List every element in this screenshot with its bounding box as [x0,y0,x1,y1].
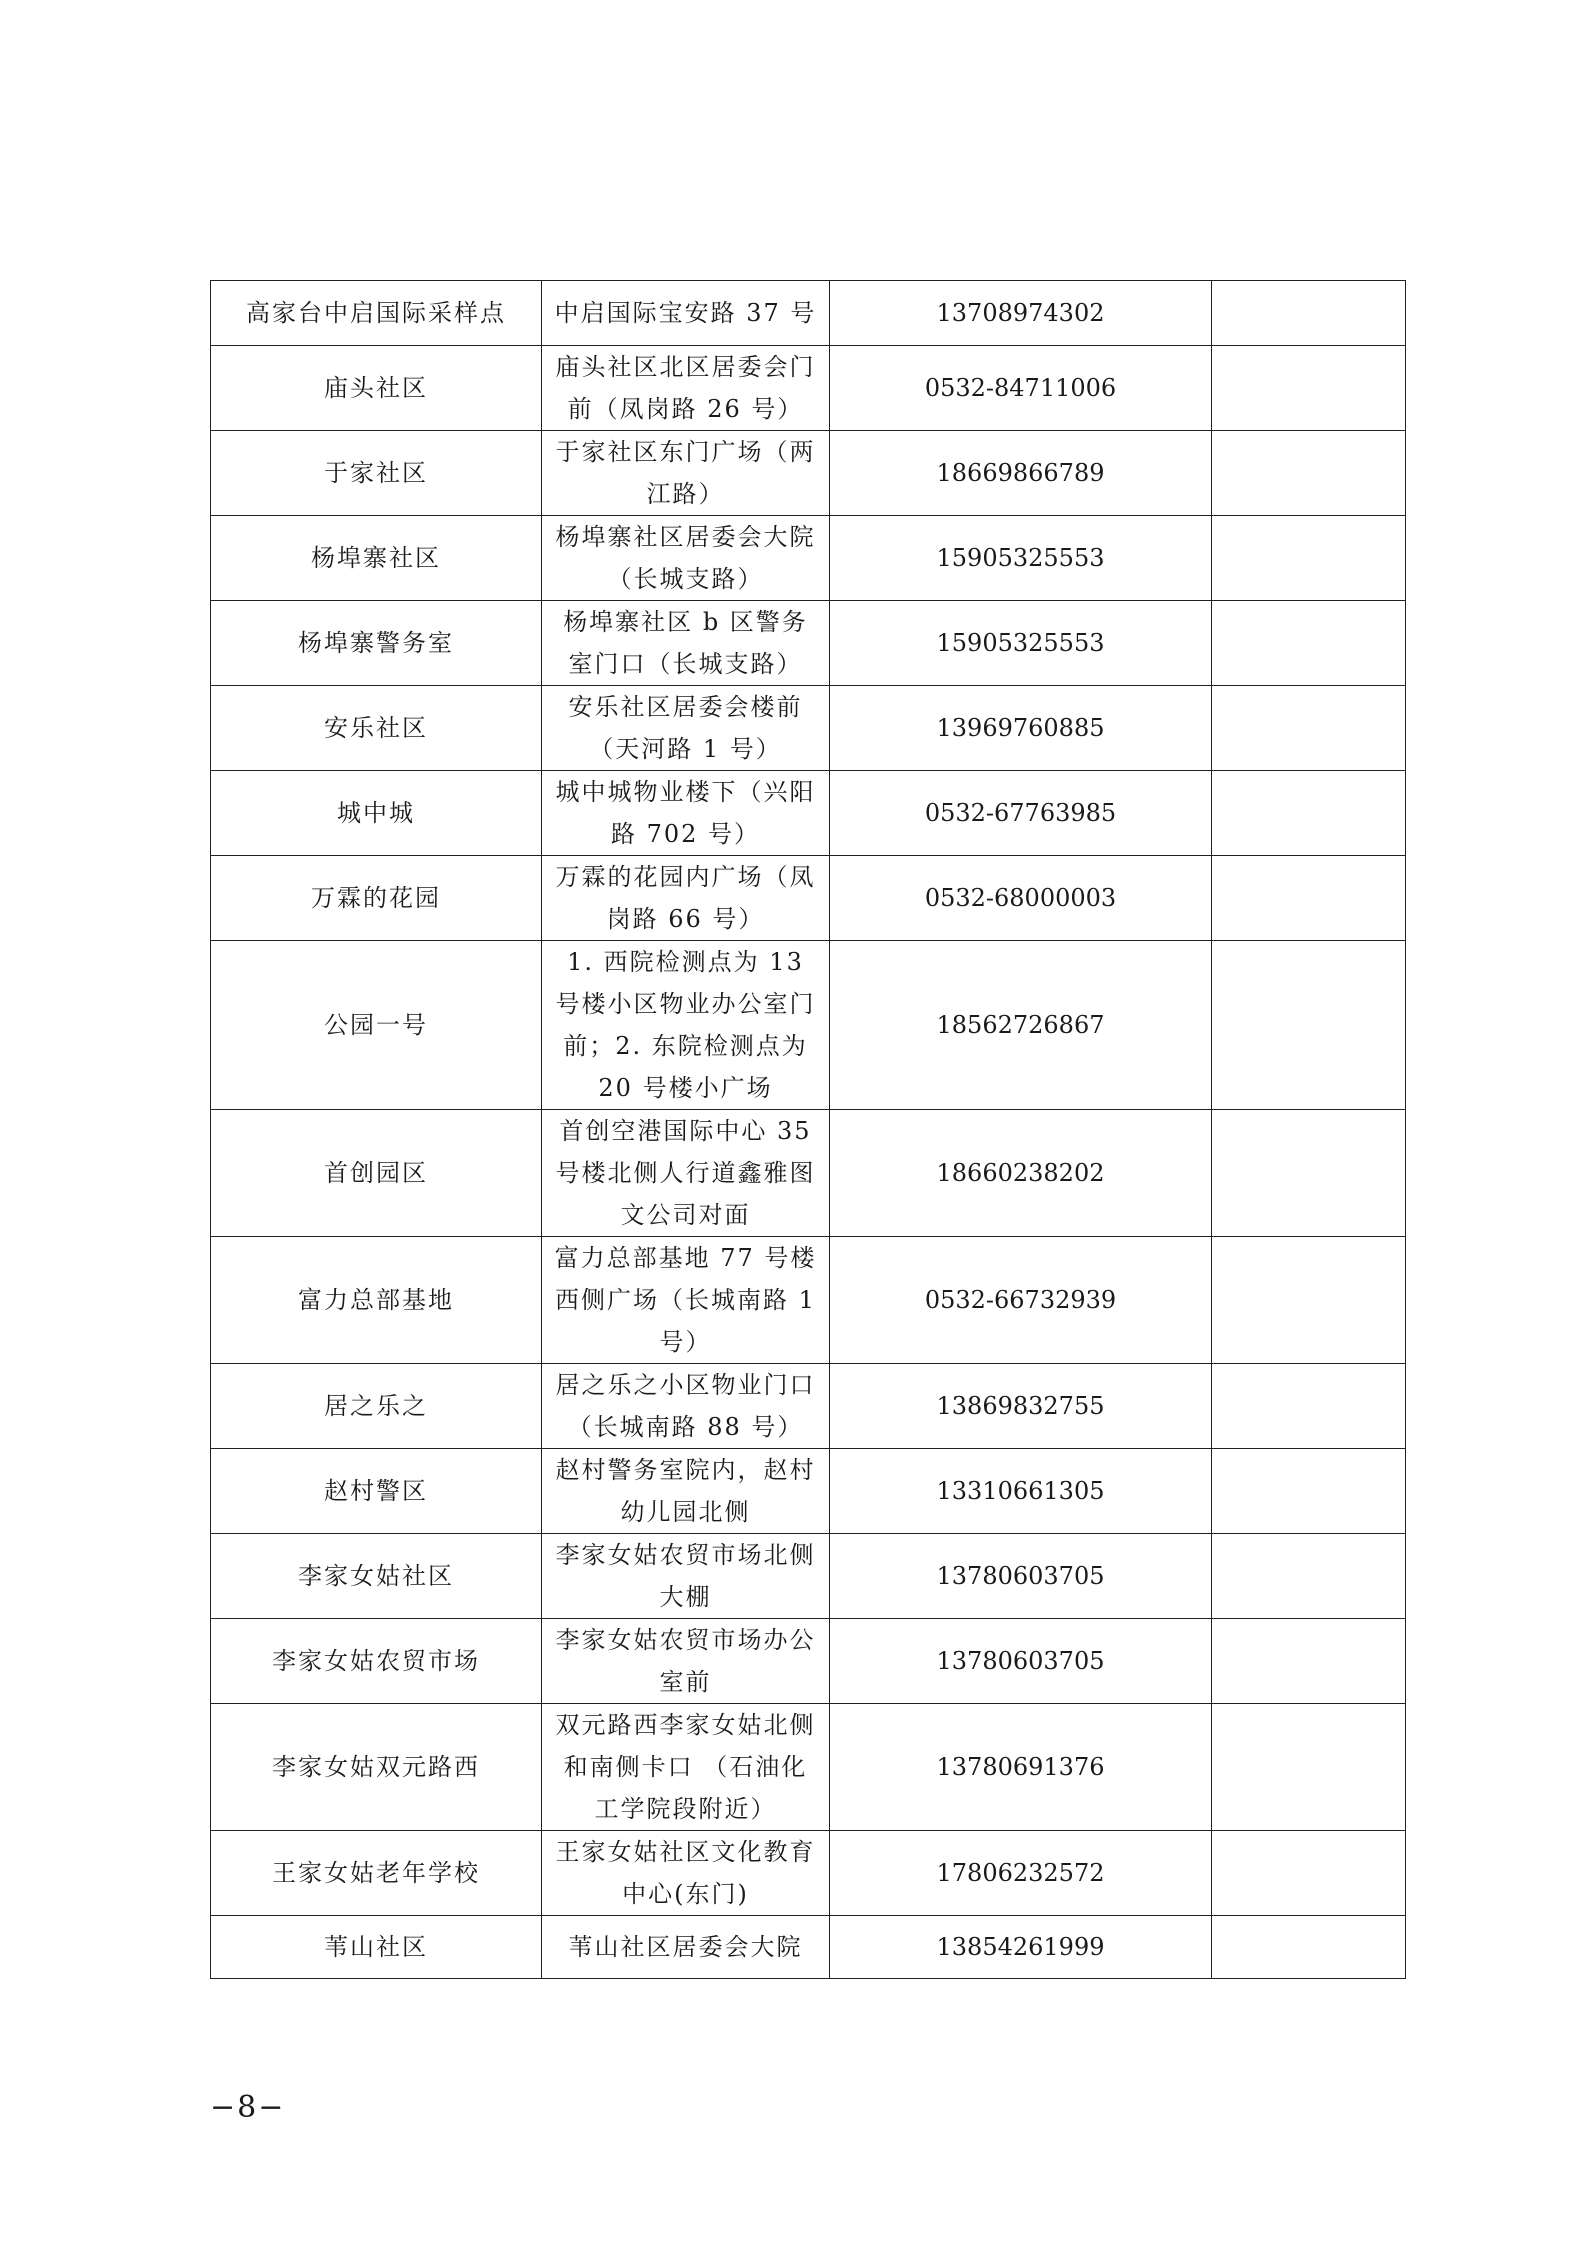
site-address-cell: 居之乐之小区物业门口（长城南路 88 号） [542,1364,830,1449]
site-phone-cell: 18669866789 [830,431,1212,516]
table-row [211,601,1406,686]
site-note-cell [1212,686,1406,771]
table-row [211,431,1406,516]
table-row [211,1916,1406,1979]
site-phone-cell: 18660238202 [830,1110,1212,1237]
site-phone-cell: 15905325553 [830,516,1212,601]
site-note-cell [1212,1449,1406,1534]
site-note-cell [1212,1619,1406,1704]
table-row [211,771,1406,856]
site-address-cell: 万霖的花园内广场（凤岗路 66 号） [542,856,830,941]
site-phone-cell: 13708974302 [830,281,1212,346]
site-address-cell: 首创空港国际中心 35 号楼北侧人行道鑫雅图文公司对面 [542,1110,830,1237]
site-address-cell: 杨埠寨社区 b 区警务室门口（长城支路） [542,601,830,686]
site-note-cell [1212,431,1406,516]
page-number: −8− [210,2090,286,2125]
site-name-cell: 李家女姑双元路西 [211,1704,542,1831]
site-note-cell [1212,1916,1406,1979]
site-name-cell: 李家女姑社区 [211,1534,542,1619]
site-address-cell: 富力总部基地 77 号楼西侧广场（长城南路 1 号） [542,1237,830,1364]
table-row [211,686,1406,771]
site-name-cell: 赵村警区 [211,1449,542,1534]
site-note-cell [1212,281,1406,346]
site-address-cell: 1. 西院检测点为 13 号楼小区物业办公室门前；2. 东院检测点为 20 号楼小广场 [542,941,830,1110]
site-name-cell: 于家社区 [211,431,542,516]
site-name-cell: 居之乐之 [211,1364,542,1449]
table-row [211,1704,1406,1831]
site-note-cell [1212,1534,1406,1619]
site-note-cell [1212,601,1406,686]
site-address-cell: 庙头社区北区居委会门前（凤岗路 26 号） [542,346,830,431]
site-name-cell: 李家女姑农贸市场 [211,1619,542,1704]
site-name-cell: 安乐社区 [211,686,542,771]
site-name-cell: 庙头社区 [211,346,542,431]
site-name-cell: 万霖的花园 [211,856,542,941]
site-note-cell [1212,941,1406,1110]
site-address-cell: 赵村警务室院内，赵村幼儿园北侧 [542,1449,830,1534]
table-row [211,1110,1406,1237]
site-phone-cell: 15905325553 [830,601,1212,686]
site-name-cell: 城中城 [211,771,542,856]
site-address-cell: 中启国际宝安路 37 号 [542,281,830,346]
site-name-cell: 公园一号 [211,941,542,1110]
site-address-cell: 李家女姑农贸市场办公室前 [542,1619,830,1704]
site-phone-cell: 13969760885 [830,686,1212,771]
site-name-cell: 杨埠寨警务室 [211,601,542,686]
site-phone-cell: 0532-68000003 [830,856,1212,941]
site-note-cell [1212,1237,1406,1364]
table-row [211,1619,1406,1704]
site-address-cell: 于家社区东门广场（两江路） [542,431,830,516]
site-name-cell: 高家台中启国际采样点 [211,281,542,346]
site-phone-cell: 13780691376 [830,1704,1212,1831]
site-name-cell: 王家女姑老年学校 [211,1831,542,1916]
site-phone-cell: 13780603705 [830,1534,1212,1619]
table-row [211,346,1406,431]
site-phone-cell: 13780603705 [830,1619,1212,1704]
site-note-cell [1212,1704,1406,1831]
site-name-cell: 杨埠寨社区 [211,516,542,601]
site-name-cell: 苇山社区 [211,1916,542,1979]
site-address-cell: 安乐社区居委会楼前（天河路 1 号） [542,686,830,771]
site-phone-cell: 13310661305 [830,1449,1212,1534]
site-phone-cell: 0532-66732939 [830,1237,1212,1364]
table-row [211,516,1406,601]
site-address-cell: 李家女姑农贸市场北侧大棚 [542,1534,830,1619]
table-row [211,1831,1406,1916]
site-note-cell [1212,346,1406,431]
site-note-cell [1212,856,1406,941]
site-address-cell: 城中城物业楼下（兴阳路 702 号） [542,771,830,856]
table-row [211,1237,1406,1364]
site-address-cell: 双元路西李家女姑北侧和南侧卡口 （石油化工学院段附近） [542,1704,830,1831]
table-row [211,1364,1406,1449]
site-phone-cell: 18562726867 [830,941,1212,1110]
site-phone-cell: 13854261999 [830,1916,1212,1979]
table-row [211,941,1406,1110]
site-name-cell: 富力总部基地 [211,1237,542,1364]
site-address-cell: 杨埠寨社区居委会大院（长城支路） [542,516,830,601]
table-row [211,1449,1406,1534]
testing-sites-table [210,280,1406,1979]
site-address-cell: 苇山社区居委会大院 [542,1916,830,1979]
site-phone-cell: 0532-84711006 [830,346,1212,431]
table-row [211,281,1406,346]
site-note-cell [1212,771,1406,856]
site-name-cell: 首创园区 [211,1110,542,1237]
site-note-cell [1212,1831,1406,1916]
site-phone-cell: 13869832755 [830,1364,1212,1449]
site-note-cell [1212,1364,1406,1449]
table-row [211,1534,1406,1619]
site-phone-cell: 0532-67763985 [830,771,1212,856]
site-note-cell [1212,516,1406,601]
site-note-cell [1212,1110,1406,1237]
site-phone-cell: 17806232572 [830,1831,1212,1916]
site-address-cell: 王家女姑社区文化教育中心(东门) [542,1831,830,1916]
table-row [211,856,1406,941]
